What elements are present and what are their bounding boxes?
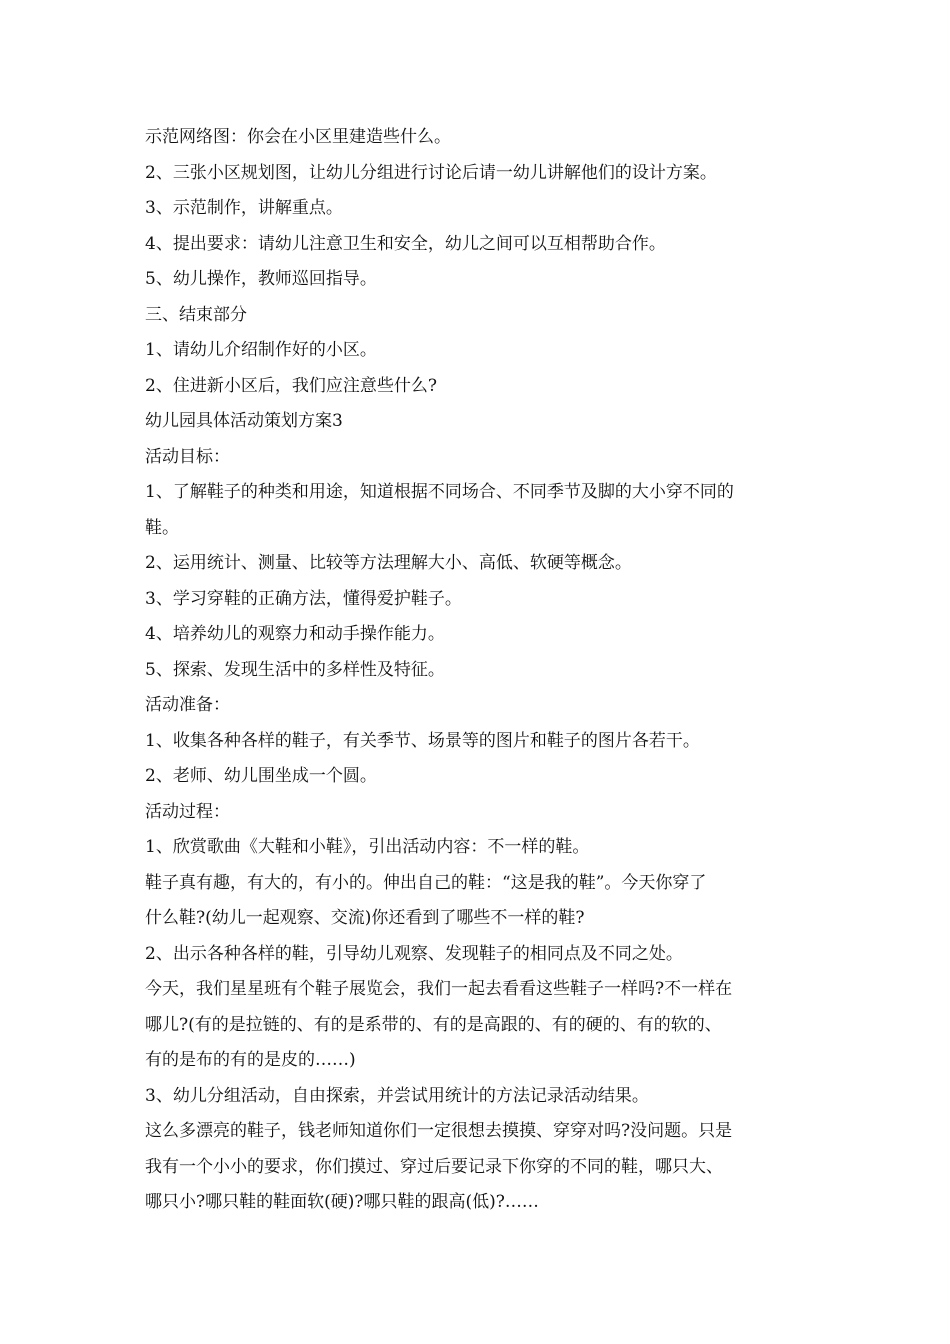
text-line: 5、幼儿操作，教师巡回指导。 (145, 269, 377, 289)
section-heading: 活动准备： (145, 695, 230, 715)
text-line: 5、探索、发现生活中的多样性及特征。 (145, 659, 445, 680)
plan-title: 幼儿园具体活动策划方案3 (145, 411, 343, 431)
section-heading: 活动过程： (145, 801, 230, 822)
text-line: 2、运用统计、测量、比较等方法理解大小、高低、软硬等概念。 (145, 553, 632, 573)
text-line: 4、提出要求：请幼儿注意卫生和安全，幼儿之间可以互相帮助合作。 (145, 233, 666, 254)
section-heading: 活动目标： (145, 446, 230, 467)
text-line: 今天，我们星星班有个鞋子展览会，我们一起去看看这些鞋子一样吗?不一样在 (145, 979, 733, 999)
text-line: 1、了解鞋子的种类和用途，知道根据不同场合、不同季节及脚的大小穿不同的 (145, 482, 734, 502)
text-line: 哪儿?(有的是拉链的、有的是系带的、有的是高跟的、有的硬的、有的软的、 (145, 1014, 722, 1035)
text-line: 1、收集各种各样的鞋子，有关季节、场景等的图片和鞋子的图片各若干。 (145, 730, 700, 751)
section-heading: 三、结束部分 (145, 304, 247, 325)
document-body (145, 120, 815, 1221)
text-line: 哪只小?哪只鞋的鞋面软(硬)?哪只鞋的跟高(低)?…… (145, 1192, 539, 1212)
text-line: 1、欣赏歌曲《大鞋和小鞋》，引出活动内容：不一样的鞋。 (145, 837, 590, 857)
text-line: 2、住进新小区后，我们应注意些什么? (145, 375, 437, 396)
text-line: 2、三张小区规划图，让幼儿分组进行讨论后请一幼儿讲解他们的设计方案。 (145, 162, 717, 183)
text-line: 2、老师、幼儿围坐成一个圆。 (145, 766, 377, 786)
text-line: 4、培养幼儿的观察力和动手操作能力。 (145, 624, 445, 644)
text-line: 鞋。 (145, 517, 179, 538)
text-line: 2、出示各种各样的鞋，引导幼儿观察、发现鞋子的相同点及不同之处。 (145, 943, 683, 964)
text-line: 有的是布的有的是皮的……) (145, 1050, 356, 1070)
text-line: 1、请幼儿介绍制作好的小区。 (145, 340, 377, 360)
text-line: 我有一个小小的要求，你们摸过、穿过后要记录下你穿的不同的鞋，哪只大、 (145, 1156, 723, 1177)
text-line: 示范网络图：你会在小区里建造些什么。 (145, 127, 451, 147)
text-line: 3、学习穿鞋的正确方法，懂得爱护鞋子。 (145, 588, 462, 609)
text-line: 3、示范制作，讲解重点。 (145, 198, 343, 218)
text-line: 这么多漂亮的鞋子，钱老师知道你们一定很想去摸摸、穿穿对吗?没问题。只是 (145, 1121, 733, 1141)
text-line: 3、幼儿分组活动，自由探索，并尝试用统计的方法记录活动结果。 (145, 1085, 649, 1106)
text-line: 鞋子真有趣，有大的，有小的。伸出自己的鞋：“这是我的鞋”。今天你穿了 (145, 872, 707, 893)
text-line: 什么鞋?(幼儿一起观察、交流)你还看到了哪些不一样的鞋? (145, 908, 585, 928)
